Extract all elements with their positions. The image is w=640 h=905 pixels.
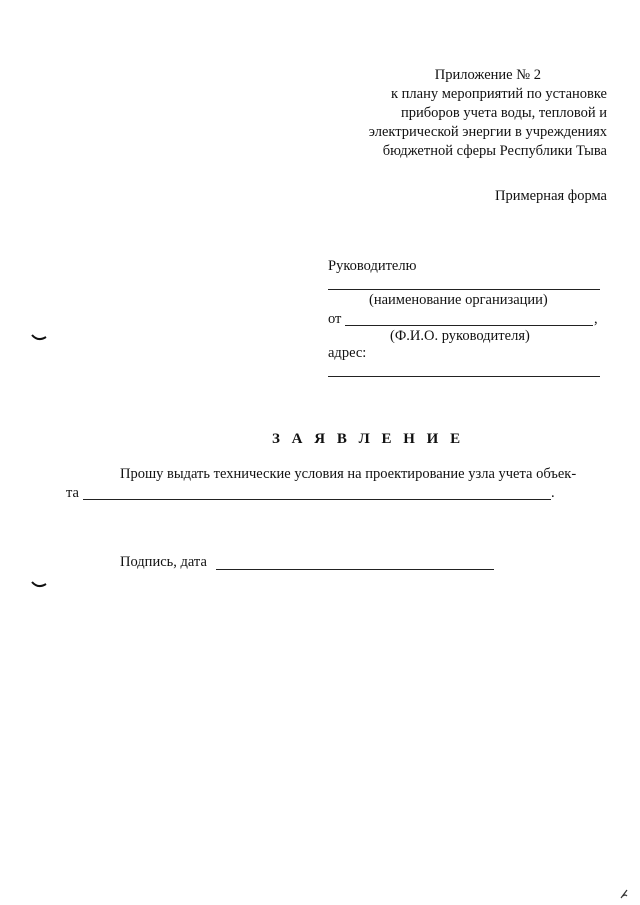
organization-name-line[interactable]	[328, 289, 600, 290]
signature-label: Подпись, дата	[120, 554, 207, 570]
address-label: адрес:	[328, 345, 367, 361]
statement-body-line-1: Прошу выдать технические условия на проектирование узла учета объек-	[120, 466, 577, 482]
statement-body-line-2-suffix: .	[551, 485, 555, 501]
binder-mark-bottom	[31, 580, 47, 590]
addressee-to-label: Руководителю	[328, 258, 417, 274]
binder-mark-top	[31, 333, 47, 343]
organization-name-caption: (наименование организации)	[369, 292, 548, 308]
appendix-line-4: бюджетной сферы Республики Тыва	[382, 143, 607, 159]
from-label: от	[328, 311, 342, 327]
appendix-title: Приложение № 2	[434, 67, 541, 83]
form-type-label: Примерная форма	[494, 188, 607, 204]
statement-title: З А Я В Л Е Н И Е	[272, 431, 465, 447]
appendix-line-3: электрической энергии в учреждениях	[368, 124, 607, 140]
corner-pen-mark	[619, 888, 629, 900]
address-line[interactable]	[328, 376, 600, 377]
appendix-line-2: приборов учета воды, тепловой и	[400, 105, 607, 121]
statement-body-line-2-prefix: та	[66, 485, 79, 501]
from-line-comma: ,	[594, 311, 598, 327]
director-fio-line[interactable]	[345, 325, 593, 326]
director-fio-caption: (Ф.И.О. руководителя)	[390, 328, 530, 344]
object-name-line[interactable]	[83, 499, 551, 500]
signature-date-line[interactable]	[216, 569, 494, 570]
appendix-block	[369, 66, 607, 161]
appendix-line-1: к плану мероприятий по установке	[390, 86, 607, 102]
